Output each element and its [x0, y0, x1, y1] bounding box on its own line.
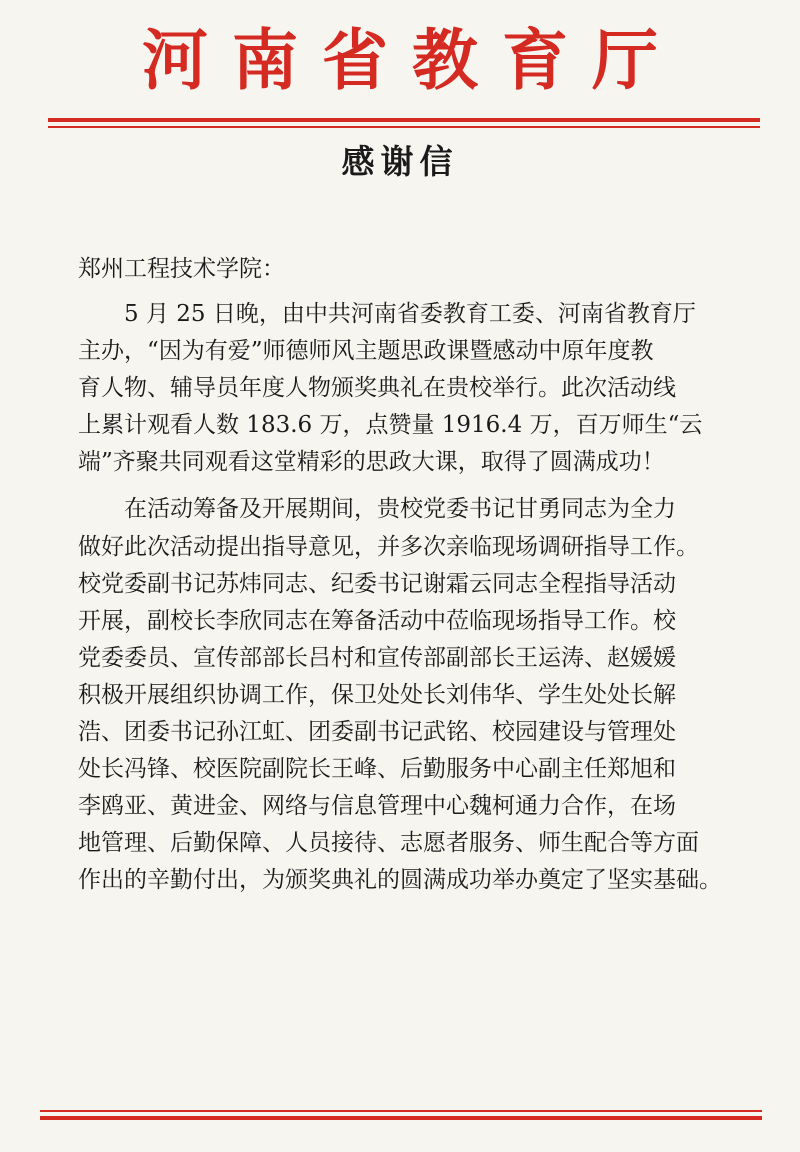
body-line: 作出的辛勤付出，为颁奖典礼的圆满成功举办奠定了坚实基础。 — [78, 867, 722, 894]
letterhead-rule-thin — [48, 126, 760, 128]
body-line: 积极开展组织协调工作，保卫处处长刘伟华、学生处处长解 — [78, 681, 676, 708]
body-line: 开展，副校长李欣同志在筹备活动中莅临现场指导工作。校 — [78, 607, 676, 634]
body-line: 5 月 25 日晚，由中共河南省委教育工委、河南省教育厅 — [124, 301, 696, 327]
paragraph-1 — [78, 296, 746, 481]
body-line: 端”齐聚共同观看这堂精彩的思政大课，取得了圆满成功！ — [78, 449, 665, 476]
issuing-organization-name: 河南省教育厅 — [142, 21, 682, 99]
body-line: 党委委员、宣传部部长吕村和宣传部副部长王运涛、赵媛媛 — [78, 644, 676, 671]
body-line: 处长冯锋、校医院副院长王峰、后勤服务中心副主任郑旭和 — [78, 756, 676, 783]
body-line: 李鸥亚、黄进金、网络与信息管理中心魏柯通力合作，在场 — [78, 793, 676, 820]
letterhead-rule-thick — [48, 118, 760, 122]
document-title: 感谢信 — [341, 142, 459, 181]
footer-rule-thin — [40, 1110, 762, 1112]
body-line: 育人物、辅导员年度人物颁奖典礼在贵校举行。此次活动线 — [78, 375, 676, 402]
body-line: 在活动筹备及开展期间，贵校党委书记甘勇同志为全力 — [124, 496, 676, 523]
letterhead — [0, 18, 800, 102]
body-line: 上累计观看人数 183.6 万，点赞量 1916.4 万，百万师生“云 — [78, 412, 703, 439]
body-line: 浩、团委书记孙江虹、团委副书记武铭、校园建设与管理处 — [78, 719, 676, 746]
body-line: 校党委副书记苏炜同志、纪委书记谢霜云同志全程指导活动 — [78, 570, 676, 597]
salutation: 郑州工程技术学院： — [78, 256, 285, 282]
body-line: 做好此次活动提出指导意见，并多次亲临现场调研指导工作。 — [78, 533, 699, 560]
letter-body — [78, 296, 746, 900]
footer-rule-thick — [40, 1116, 762, 1120]
body-line: 主办，“因为有爱”师德师风主题思政课暨感动中原年度教 — [78, 338, 654, 365]
paragraph-2 — [78, 491, 746, 899]
body-line: 地管理、后勤保障、人员接待、志愿者服务、师生配合等方面 — [78, 830, 699, 857]
